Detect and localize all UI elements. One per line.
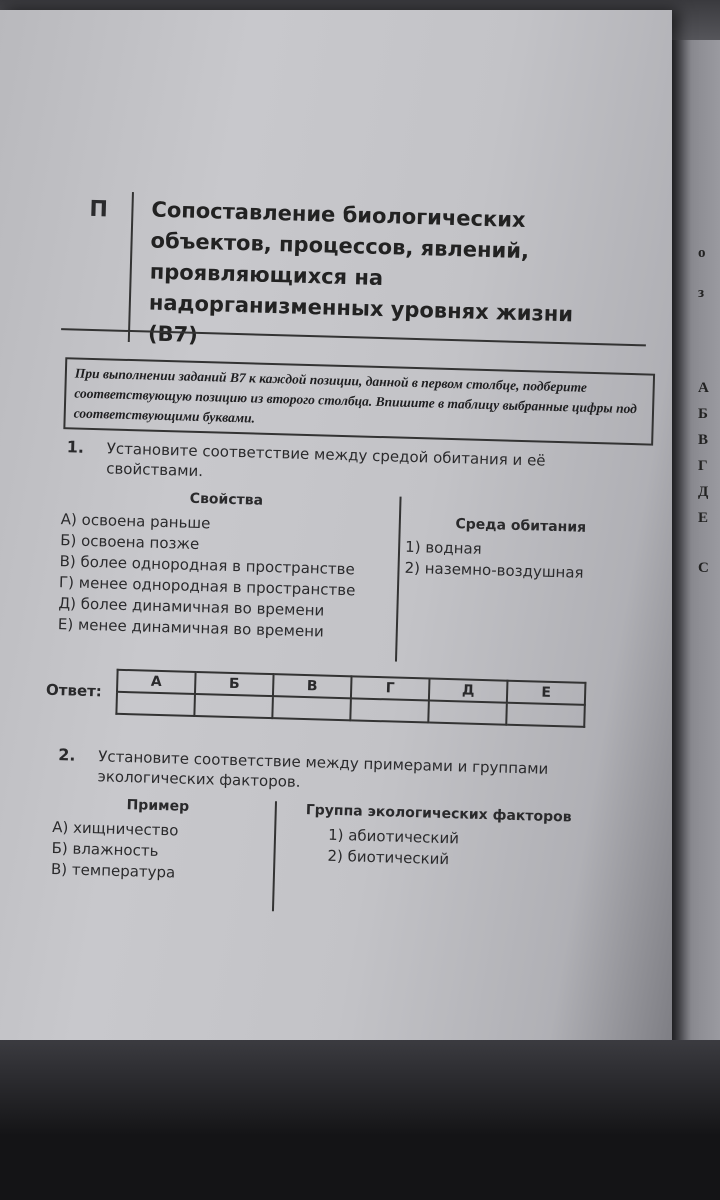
task-1-columns bbox=[57, 487, 642, 673]
task-2-columns bbox=[50, 795, 633, 931]
facing-page-letter: з bbox=[698, 285, 705, 301]
answer-blank-cell[interactable] bbox=[350, 698, 429, 722]
answer-letter-cell: А bbox=[117, 670, 196, 694]
task-text: Установите соответствие между примерами и группами экологических факторов. bbox=[97, 747, 549, 791]
option: В) более однородная в пространстве bbox=[59, 552, 355, 579]
example-column bbox=[51, 795, 263, 886]
page-content bbox=[40, 190, 650, 931]
column-header: Свойства bbox=[189, 490, 264, 509]
task-text: Установите соответствие между средой обитания и её свойствами. bbox=[105, 439, 546, 481]
option: 2) наземно-воздушная bbox=[404, 558, 584, 582]
option: Д) более динамичная во времени bbox=[58, 594, 325, 620]
facing-page-letter: Б bbox=[698, 406, 708, 422]
facing-page-letter: Е bbox=[698, 510, 709, 526]
facing-page-letter: С bbox=[698, 560, 709, 576]
answer-label: Ответ: bbox=[45, 680, 103, 701]
option: А) освоена раньше bbox=[60, 510, 211, 533]
column-header: Пример bbox=[126, 797, 190, 815]
option: Е) менее динамичная во времени bbox=[57, 615, 325, 641]
column-header: Группа экологических факторов bbox=[305, 802, 572, 826]
answer-blank-cell[interactable] bbox=[506, 703, 585, 727]
answer-table bbox=[115, 669, 586, 728]
option: Г) менее однородная в пространстве bbox=[58, 573, 356, 600]
answer-letter-cell: В bbox=[273, 674, 352, 698]
column-divider bbox=[395, 497, 402, 662]
task-number: 1. bbox=[66, 437, 85, 457]
column-divider bbox=[272, 801, 277, 911]
instructions-box: При выполнении заданий B7 к каждой позиции, данной в первом столбце, подберите соответствующую позицию из второго столбца. Впишите в таблицу выбранные цифры под соответствующими буквами. bbox=[63, 357, 655, 445]
option: 1) водная bbox=[404, 537, 482, 558]
section-title: Сопоставление биологических объектов, процессов, явлений, проявляющихся на надорганизменных уровнях жизни (B7) bbox=[147, 197, 574, 347]
option: Б) влажность bbox=[51, 839, 159, 861]
header-divider bbox=[128, 192, 134, 342]
option: А) хищничество bbox=[51, 818, 179, 840]
factor-group-column bbox=[287, 802, 589, 874]
option: Б) освоена позже bbox=[59, 531, 200, 554]
background-bottom bbox=[0, 1040, 720, 1200]
task-1 bbox=[66, 437, 643, 493]
column-header: Среда обитания bbox=[455, 516, 587, 536]
answer-letter-cell: Б bbox=[195, 672, 274, 696]
section-header bbox=[56, 190, 650, 361]
option: 1) абиотический bbox=[327, 825, 460, 848]
facing-page-letter: В bbox=[698, 432, 709, 448]
section-letter: П bbox=[89, 196, 109, 223]
answer-blank-cell[interactable] bbox=[272, 696, 351, 720]
answer-letter-cell: Д bbox=[429, 679, 508, 703]
answer-letter-cell: Г bbox=[351, 676, 430, 700]
habitat-column bbox=[404, 515, 636, 585]
task-number: 2. bbox=[57, 745, 76, 765]
facing-page-letter: А bbox=[698, 380, 709, 396]
option: В) температура bbox=[50, 860, 176, 882]
properties-column bbox=[58, 487, 392, 644]
facing-page-letter: Д bbox=[698, 484, 709, 500]
task-2 bbox=[57, 745, 634, 801]
option: 2) биотический bbox=[327, 846, 450, 869]
answer-blank-cell[interactable] bbox=[194, 694, 273, 718]
answer-blank-cell[interactable] bbox=[116, 692, 195, 716]
facing-page-letter: о bbox=[698, 245, 706, 261]
facing-page-letter: Г bbox=[698, 458, 708, 474]
answer-letter-cell: Е bbox=[507, 681, 586, 705]
answer-blank-cell[interactable] bbox=[428, 700, 507, 724]
facing-page-edge bbox=[672, 40, 720, 1060]
answer-grid bbox=[45, 667, 637, 753]
